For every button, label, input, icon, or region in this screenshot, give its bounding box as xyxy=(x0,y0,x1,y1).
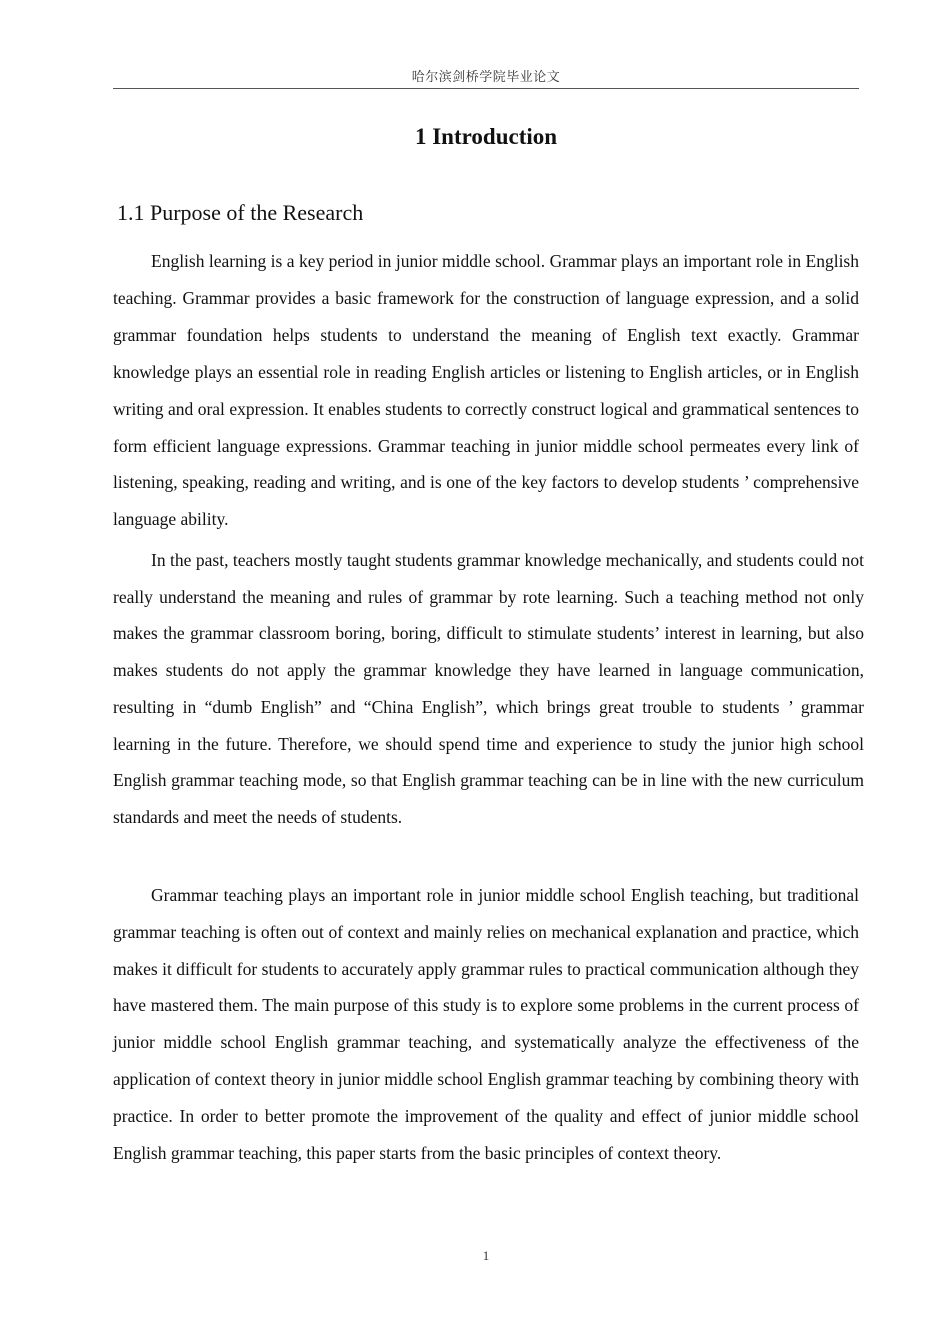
page-header: 哈尔滨剑桥学院毕业论文 xyxy=(411,70,561,85)
body-paragraph: In the past, teachers mostly taught students grammar knowledge mechanically, and students could not really understand the meaning and rules of grammar by rote learning. Such a teaching method not only makes the grammar classroom boring, boring, difficult to stimulate students’ interest in learning, but also makes students do not apply the grammar knowledge they have learned in language communication, resulting in “dumb English” and “China English”, which brings great trouble to students ’ grammar learning in the future. Therefore, we should spend time and experience to study the junior high school English grammar teaching mode, so that English grammar teaching can be in line with the new curriculum standards and meet the needs of students. xyxy=(113,550,864,827)
body-paragraph: English learning is a key period in junior middle school. Grammar plays an important role in English teaching. Grammar provides a basic framework for the construction of language expression, and a solid grammar foundation helps students to understand the meaning of English text exactly. Grammar knowledge plays an essential role in reading English articles or listening to English articles, or in English writing and oral expression. It enables students to correctly construct logical and grammatical sentences to form efficient language expressions. Grammar teaching in junior middle school permeates every link of listening, speaking, reading and writing, and is one of the key factors to develop students ’ comprehensive language ability. xyxy=(113,251,859,530)
header-divider xyxy=(113,88,859,89)
chapter-title: 1 Introduction xyxy=(414,124,558,149)
body-paragraph: Grammar teaching plays an important role in junior middle school English teaching, but traditional grammar teaching is often out of context and mainly relies on mechanical explanation and practice, which makes it difficult for students to accurately apply grammar rules to practical communication although they have mastered them. The main purpose of this study is to explore some problems in the current process of junior middle school English grammar teaching, and systematically analyze the effectiveness of the application of context theory in junior middle school English grammar teaching by combining theory with practice. In order to better promote the improvement of the quality and effect of junior middle school English grammar teaching, this paper starts from the basic principles of context theory. xyxy=(113,885,859,1163)
section-title: 1.1 Purpose of the Research xyxy=(117,200,364,225)
page-number: 1 xyxy=(482,1248,490,1263)
